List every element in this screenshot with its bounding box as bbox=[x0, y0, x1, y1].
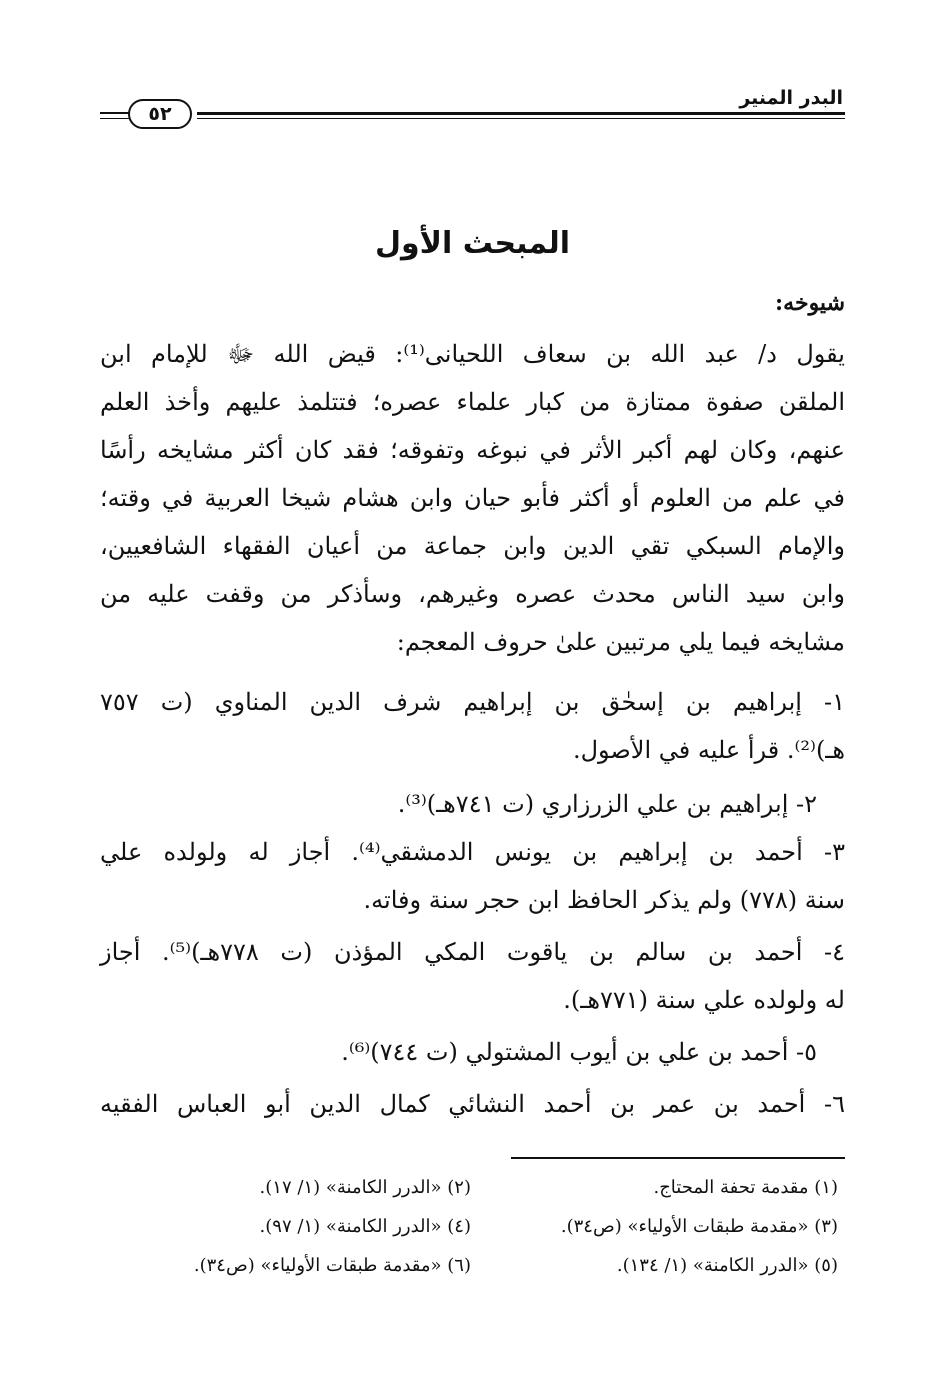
header-rule-left-top bbox=[100, 112, 130, 114]
header-rule-bottom bbox=[197, 118, 845, 119]
body-line: مشايخه فيما يلي مرتبين علىٰ حروف المعجم: bbox=[396, 628, 845, 656]
list-item-3: ٣- أحمد بن إبراهيم بن يونس الدمشقي⁽⁴⁾. أجاز له ولولده علي bbox=[100, 838, 845, 866]
footnote-1: (١) مقدمة تحفة المحتاج. bbox=[653, 1177, 838, 1198]
page-number: ٥٢ bbox=[128, 99, 192, 129]
body-line: عنهم، وكان لهم أكبر الأثر في نبوغه وتفوقه؛ فقد كان أكثر مشايخه رأسًا bbox=[100, 436, 845, 464]
list-item-1: ١- إبراهيم بن إسحٰق بن إبراهيم شرف الدين المناوي (ت ٧٥٧ bbox=[100, 688, 845, 716]
body-line: في علم من العلوم أو أكثر فأبو حيان وابن هشام شيخا العربية في وقته؛ bbox=[100, 484, 845, 512]
list-item-3-cont: سنة (٧٧٨) ولم يذكر الحافظ ابن حجر سنة وفاته. bbox=[363, 886, 845, 914]
subheading: شيوخه: bbox=[775, 290, 845, 316]
body-line: يقول د/ عبد الله بن سعاف اللحيانى⁽¹⁾: قيض الله ﷻ للإمام ابن bbox=[100, 340, 845, 368]
section-heading: المبحث الأول bbox=[374, 226, 571, 261]
running-header bbox=[100, 87, 845, 130]
footnote-5: (٥) «الدرر الكامنة» (١/ ١٣٤). bbox=[616, 1255, 838, 1276]
list-item-2: ٢- إبراهيم بن علي الزرزاري (ت ٧٤١هـ)⁽³⁾. bbox=[397, 790, 817, 818]
running-title: البدر المنير bbox=[739, 87, 843, 109]
body-line: وابن سيد الناس محدث عصره وغيرهم، وسأذكر من وقفت عليه من bbox=[100, 580, 845, 608]
footnote-3: (٣) «مقدمة طبقات الأولياء» (ص٣٤). bbox=[560, 1216, 838, 1237]
list-item-6: ٦- أحمد بن عمر بن أحمد النشائي كمال الدين أبو العباس الفقيه bbox=[100, 1090, 845, 1118]
list-item-1-cont: هـ)⁽²⁾. قرأ عليه في الأصول. bbox=[572, 736, 845, 764]
footnote-2: (٢) «الدرر الكامنة» (١/ ١٧). bbox=[259, 1177, 471, 1198]
footnote-4: (٤) «الدرر الكامنة» (١/ ٩٧). bbox=[259, 1216, 471, 1237]
footnote-6: (٦) «مقدمة طبقات الأولياء» (ص٣٤). bbox=[193, 1255, 471, 1276]
body-line: الملقن صفوة ممتازة من كبار علماء عصره؛ فتتلمذ عليهم وأخذ العلم bbox=[100, 388, 845, 416]
body-line: والإمام السبكي تقي الدين وابن جماعة من أعيان الفقهاء الشافعيين، bbox=[100, 532, 845, 560]
list-item-4-cont: له ولولده علي سنة (٧٧١هـ). bbox=[563, 986, 845, 1014]
list-item-4: ٤- أحمد بن سالم بن ياقوت المكي المؤذن (ت ٧٧٨هـ)⁽⁵⁾. أجاز bbox=[100, 938, 845, 966]
list-item-5: ٥- أحمد بن علي بن أيوب المشتولي (ت ٧٤٤)⁽⁶⁾. bbox=[341, 1038, 817, 1066]
footnote-separator bbox=[511, 1157, 845, 1159]
header-rule-left-bottom bbox=[100, 118, 130, 119]
header-rule-top bbox=[197, 112, 845, 115]
